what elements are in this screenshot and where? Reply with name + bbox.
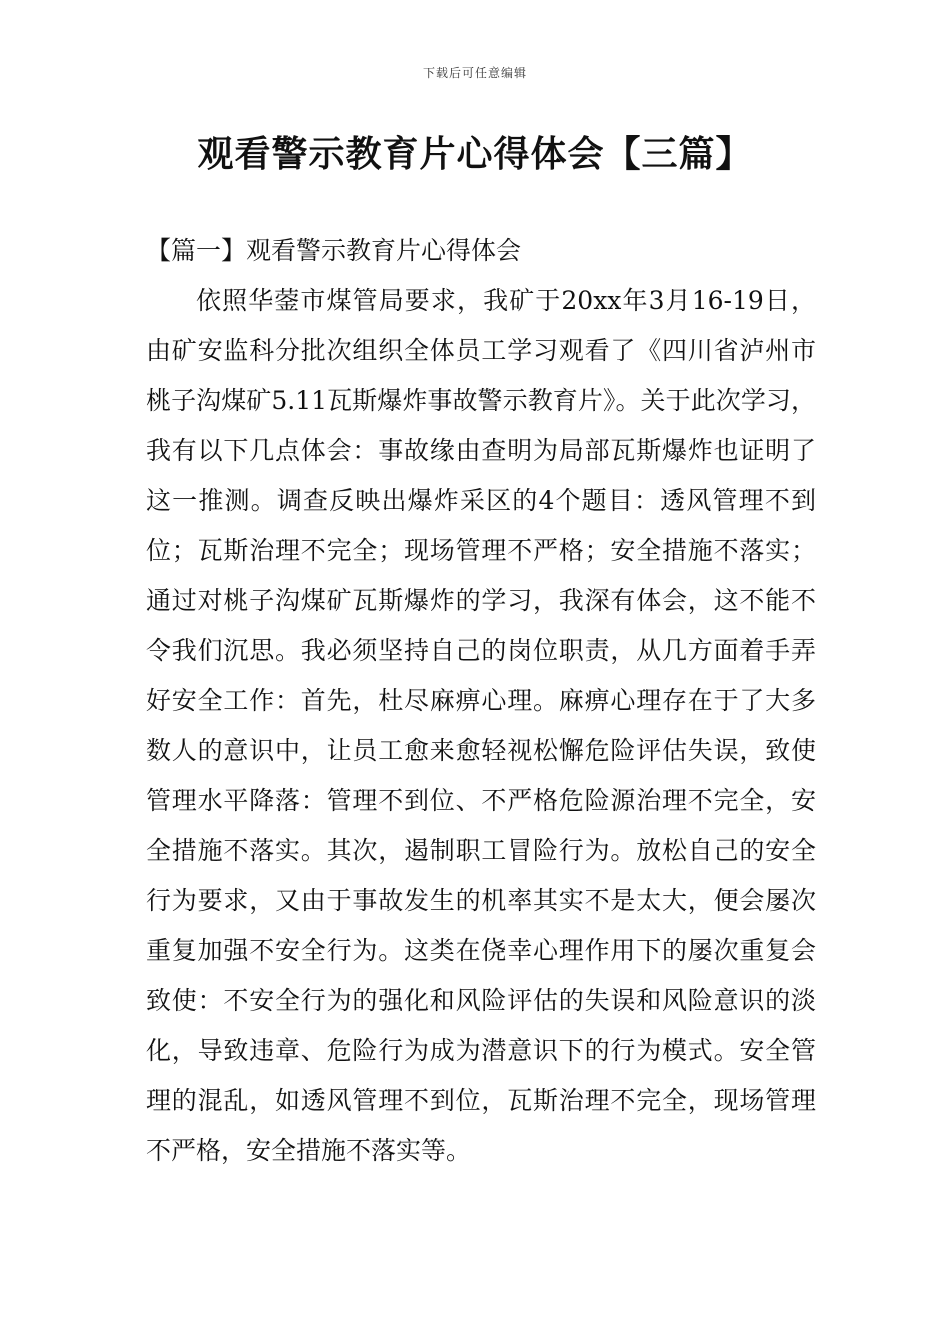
section-heading: 【篇一】观看警示教育片心得体会 [146,236,522,265]
document-title: 观看警示教育片心得体会【三篇】 [197,134,753,175]
header-note: 下载后可任意编辑 [422,66,527,80]
body-paragraph: 依照华蓥市煤管局要求，我矿于20xx年3月16-19日，由矿安监科分批次组织全体员工学习观看了《四川省泸州市桃子沟煤矿5.11瓦斯爆炸事故警示教育片》。关于此次学习，我有以下几点体会：事故缘由查明为局部瓦斯爆炸也证明了这一推测。调查反映出爆炸采区的4个题目：透风管理不到位；瓦斯治理不完全；现场管理不严格；安全措施不落实；通过对桃子沟煤矿瓦斯爆炸的学习，我深有体会，这不能不令我们沉思。我必须坚持自己的岗位职责，从几方面着手弄好安全工作：首先，杜尽麻痹心理。麻痹心理存在于了大多数人的意识中，让员工愈来愈轻视松懈危险评估失误，致使管理水平降落：管理不到位、不严格危险源治理不完全，安全措施不落实。其次，遏制职工冒险行为。放松自己的安全行为要求，又由于事故发生的机率其实不是太大，便会屡次重复加强不安全行为。这类在侥幸心理作用下的屡次重复会致使：不安全行为的强化和风险评估的失误和风险意识的淡化，导致违章、危险行为成为潜意识下的行为模式。安全管理的混乱，如透风管理不到位，瓦斯治理不完全，现场管理不严格，安全措施不落实等。 [146,286,816,1165]
